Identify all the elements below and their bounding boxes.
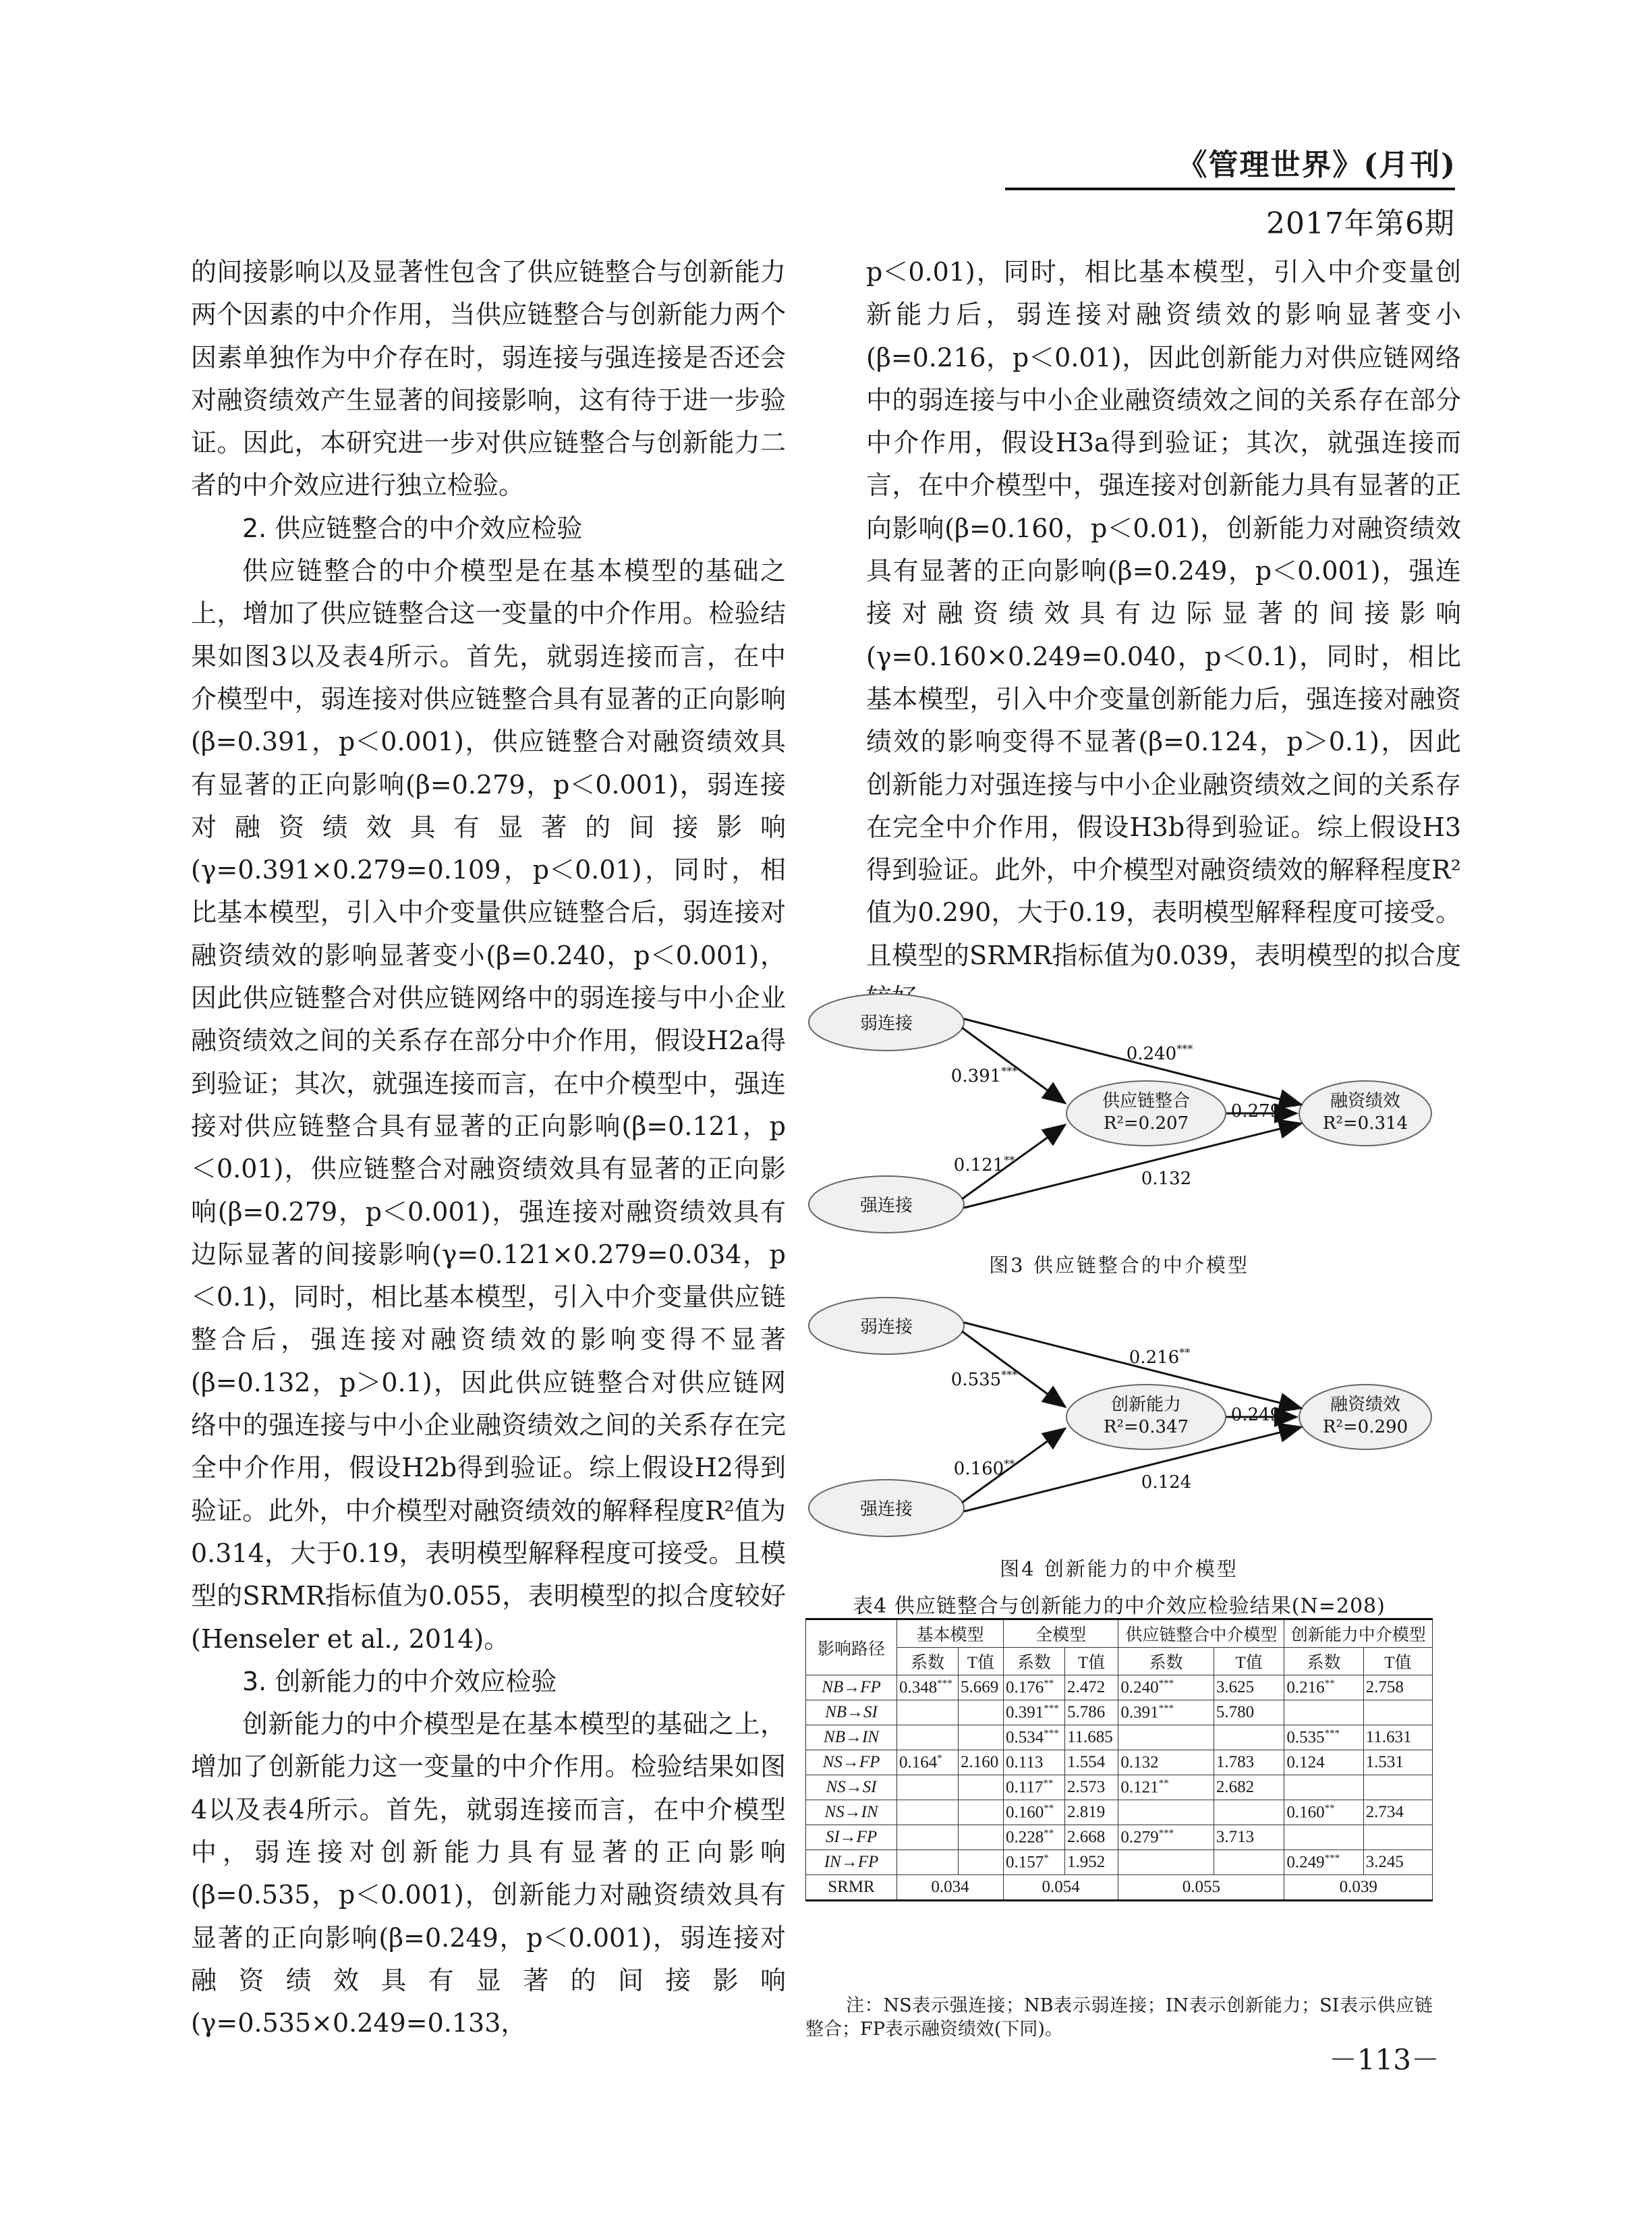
cell-coefficient [1284, 1775, 1363, 1800]
coef-weak-mediator: 0.391*** [950, 1065, 1018, 1086]
cell-coefficient: 0.157* [1004, 1850, 1065, 1875]
cell-coefficient [897, 1775, 959, 1800]
cell-t-value: 3.713 [1214, 1825, 1284, 1850]
cell-t-value: 2.682 [1214, 1775, 1284, 1800]
coef-weak-mediator: 0.535*** [950, 1368, 1018, 1390]
cell-t-value: 2.819 [1064, 1800, 1118, 1825]
cell-t-value: 2.573 [1064, 1775, 1118, 1800]
cell-t-value [958, 1725, 1003, 1750]
label-mediator: 创新能力 [1110, 1395, 1182, 1415]
row-path: NS→IN [806, 1800, 897, 1825]
cell-coefficient [1118, 1800, 1214, 1825]
col-header-t: T值 [1363, 1648, 1432, 1675]
cell-coefficient: 0.391*** [1004, 1700, 1065, 1725]
coef-strong-outcome: 0.124 [1141, 1472, 1192, 1493]
cell-t-value [1363, 1775, 1432, 1800]
label-strong: 强连接 [859, 1499, 913, 1520]
figure-3-caption: 图3 供应链整合的中介模型 [989, 1254, 1249, 1277]
cell-coefficient [897, 1700, 959, 1725]
col-header-coef: 系数 [1284, 1648, 1363, 1675]
label-weak: 弱连接 [859, 1317, 913, 1337]
coef-weak-outcome: 0.240*** [1126, 1042, 1193, 1064]
cell-t-value: 2.472 [1064, 1675, 1118, 1700]
col-header-coef: 系数 [1004, 1648, 1065, 1675]
section-heading: 3. 创新能力的中介效应检验 [242, 1666, 557, 1696]
srmr-si: 0.055 [1118, 1875, 1284, 1901]
coef-strong-mediator: 0.160** [953, 1457, 1015, 1479]
cell-coefficient: 0.121** [1118, 1775, 1214, 1800]
cell-coefficient: 0.535*** [1284, 1725, 1363, 1750]
col-header-path: 影响路径 [806, 1619, 897, 1675]
cell-coefficient [897, 1825, 959, 1850]
cell-coefficient: 0.216** [1284, 1675, 1363, 1700]
cell-t-value: 1.531 [1363, 1750, 1432, 1775]
cell-t-value [958, 1850, 1003, 1875]
table-4 [805, 1618, 1433, 1901]
label-outcome: 融资绩效 [1330, 1091, 1401, 1111]
cell-t-value [1214, 1800, 1284, 1825]
row-path: SI→FP [806, 1825, 897, 1850]
label-mediator-r2: R²=0.347 [1103, 1417, 1189, 1437]
cell-coefficient: 0.160** [1004, 1800, 1065, 1825]
cell-t-value: 1.783 [1214, 1750, 1284, 1775]
label-outcome-r2: R²=0.314 [1322, 1113, 1408, 1134]
cell-coefficient [897, 1850, 959, 1875]
col-header-coef: 系数 [897, 1648, 959, 1675]
cell-t-value: 2.734 [1363, 1800, 1432, 1825]
srmr-full: 0.054 [1004, 1875, 1118, 1901]
cell-coefficient [897, 1800, 959, 1825]
row-path: NS→SI [806, 1775, 897, 1800]
cell-t-value: 5.780 [1214, 1700, 1284, 1725]
label-mediator: 供应链整合 [1102, 1091, 1191, 1111]
srmr-basic: 0.034 [897, 1875, 1004, 1901]
cell-t-value [1363, 1700, 1432, 1725]
cell-t-value: 1.554 [1064, 1750, 1118, 1775]
figure-3-diagram [805, 982, 1433, 1245]
header-rule [1005, 188, 1455, 190]
cell-t-value: 11.631 [1363, 1725, 1432, 1750]
table-row [806, 1725, 1433, 1750]
cell-coefficient: 0.348*** [897, 1675, 959, 1700]
figure-3 [805, 982, 1433, 1278]
table-row [806, 1775, 1433, 1800]
table-row [806, 1825, 1433, 1850]
cell-t-value [958, 1775, 1003, 1800]
cell-coefficient: 0.391*** [1118, 1700, 1214, 1725]
col-header-si: 供应链整合中介模型 [1118, 1619, 1284, 1648]
cell-coefficient: 0.228** [1004, 1825, 1065, 1850]
table-row [806, 1700, 1433, 1725]
table-note: 注：NS表示强连接；NB表示弱连接；IN表示创新能力；SI表示供应链整合；FP表示融资绩效(下同)。 [805, 1995, 1433, 2040]
table-4-title: 表4 供应链整合与创新能力的中介效应检验结果(N=208) [853, 1594, 1386, 1618]
row-path: NS→FP [806, 1750, 897, 1775]
table-row [806, 1750, 1433, 1775]
cell-t-value: 2.668 [1064, 1825, 1118, 1850]
page-number: －113－ [1328, 2043, 1440, 2076]
cell-t-value: 3.625 [1214, 1675, 1284, 1700]
cell-coefficient: 0.132 [1118, 1750, 1214, 1775]
figure-4-caption: 图4 创新能力的中介模型 [1000, 1557, 1238, 1580]
paragraph: 创新能力的中介模型是在基本模型的基础之上，增加了创新能力这一变量的中介作用。检验结果如图4以及表4所示。首先，就弱连接而言，在中介模型中，弱连接对创新能力具有显著的正向影响(β=0.535，p＜0.001)，创新能力对融资绩效具有显著的正向影响(β=0.249，p＜0.001)，弱连接对融资绩效具有显著的间接影响(γ=0.535×0.249=0.133， [191, 1709, 786, 2038]
label-strong: 强连接 [859, 1196, 913, 1216]
coef-mediator-outcome: 0.249*** [1230, 1403, 1298, 1425]
cell-t-value: 1.952 [1064, 1850, 1118, 1875]
issue-label: 2017年第6期 [1266, 206, 1455, 241]
cell-t-value [1214, 1850, 1284, 1875]
col-header-t: T值 [1064, 1648, 1118, 1675]
cell-t-value [1363, 1825, 1432, 1850]
coef-mediator-outcome: 0.279*** [1230, 1100, 1298, 1121]
cell-coefficient [1284, 1825, 1363, 1850]
col-header-t: T值 [1214, 1648, 1284, 1675]
figure-4 [805, 1285, 1433, 1582]
col-header-t: T值 [958, 1648, 1003, 1675]
cell-coefficient: 0.160** [1284, 1800, 1363, 1825]
cell-t-value [1214, 1725, 1284, 1750]
label-mediator-r2: R²=0.207 [1103, 1113, 1189, 1134]
cell-t-value [958, 1800, 1003, 1825]
table-row [806, 1800, 1433, 1825]
row-path: IN→FP [806, 1850, 897, 1875]
cell-coefficient [1118, 1850, 1214, 1875]
label-outcome-r2: R²=0.290 [1322, 1417, 1408, 1437]
table-row [806, 1675, 1433, 1700]
cell-t-value [958, 1825, 1003, 1850]
right-column [866, 251, 1461, 1020]
cell-coefficient: 0.117** [1004, 1775, 1065, 1800]
figure-4-diagram [805, 1285, 1433, 1549]
cell-t-value: 5.786 [1064, 1700, 1118, 1725]
col-header-coef: 系数 [1118, 1648, 1214, 1675]
coef-strong-outcome: 0.132 [1141, 1169, 1192, 1189]
row-path: NB→SI [806, 1700, 897, 1725]
paragraph: 供应链整合的中介模型是在基本模型的基础之上，增加了供应链整合这一变量的中介作用。检验结果如图3以及表4所示。首先，就弱连接而言，在中介模型中，弱连接对供应链整合具有显著的正向影响(β=0.391，p＜0.001)，供应链整合对融资绩效具有显著的正向影响(β=0.279，p＜0.001)，弱连接对融资绩效具有显著的间接影响(γ=0.391×0.279=0.109，p＜0.01)，同时，相比基本模型，引入中介变量供应链整合后，弱连接对融资绩效的影响显著变小(β=0.240，p＜0.001)，因此供应链整合对供应链网络中的弱连接与中小企业融资绩效之间的关系存在部分中介作用，假设H2a得到验证；其次，就强连接而言，在中介模型中，强连接对供应链整合具有显著的正向影响(β=0.121，p＜0.01)，供应链整合对融资绩效具有显著的正向影响(β=0.279，p＜0.001)，强连接对融资绩效具有边际显著的间接影响(γ=0.121×0.279=0.034，p＜0.1)，同时，相比基本模型，引入中介变量供应链整合后，强连接对融资绩效的影响变得不显著(β=0.132，p＞0.1)，因此供应链整合对供应链网络中的强连接与中小企业融资绩效之间的关系存在完全中介作用，假设H2b得到验证。综上假设H2得到验证。此外，中介模型对融资绩效的解释程度R²值为0.314，大于0.19，表明模型解释程度可接受。且模型的SRMR指标值为0.055，表明模型的拟合度较好(Henseler et al., 2014)。 [191, 556, 786, 1654]
cell-t-value: 3.245 [1363, 1850, 1432, 1875]
paragraph: p＜0.01)，同时，相比基本模型，引入中介变量创新能力后，弱连接对融资绩效的影响显著变小(β=0.216，p＜0.01)，因此创新能力对供应链网络中的弱连接与中小企业融资绩效之间的关系存在部分中介作用，假设H3a得到验证；其次，就强连接而言，在中介模型中，强连接对创新能力具有显著的正向影响(β=0.160，p＜0.01)，创新能力对融资绩效具有显著的正向影响(β=0.249，p＜0.001)，强连接对融资绩效具有边际显著的间接影响(γ=0.160×0.249=0.040，p＜0.1)，同时，相比基本模型，引入中介变量创新能力后，强连接对融资绩效的影响变得不显著(β=0.124，p＞0.1)，因此创新能力对强连接与中小企业融资绩效之间的关系存在完全中介作用，假设H3b得到验证。综上假设H3得到验证。此外，中介模型对融资绩效的解释程度R²值为0.290，大于0.19，表明模型解释程度可接受。且模型的SRMR指标值为0.039，表明模型的拟合度 [866, 257, 1461, 970]
label-outcome: 融资绩效 [1330, 1395, 1401, 1415]
cell-coefficient: 0.240*** [1118, 1675, 1214, 1700]
cell-coefficient: 0.534*** [1004, 1725, 1065, 1750]
cell-t-value: 2.160 [958, 1750, 1003, 1775]
cell-coefficient [897, 1725, 959, 1750]
cell-t-value [958, 1700, 1003, 1725]
cell-coefficient: 0.113 [1004, 1750, 1065, 1775]
col-header-in: 创新能力中介模型 [1284, 1619, 1433, 1648]
cell-t-value: 5.669 [958, 1675, 1003, 1700]
cell-coefficient [1118, 1725, 1214, 1750]
col-header-full: 全模型 [1004, 1619, 1118, 1648]
col-header-basic: 基本模型 [897, 1619, 1004, 1648]
row-path: NB→FP [806, 1675, 897, 1700]
paragraph: 的间接影响以及显著性包含了供应链整合与创新能力两个因素的中介作用，当供应链整合与创新能力两个因素单独作为中介存在时，弱连接与强连接是否还会对融资绩效产生显著的间接影响，这有待于进一步验证。因此，本研究进一步对供应链整合与创新能力二者的中介效应进行独立检验。 [191, 257, 786, 501]
coef-weak-outcome: 0.216** [1129, 1346, 1191, 1368]
cell-coefficient [1284, 1700, 1363, 1725]
row-path: NB→IN [806, 1725, 897, 1750]
cell-coefficient: 0.176** [1004, 1675, 1065, 1700]
label-weak: 弱连接 [859, 1013, 913, 1034]
srmr-label: SRMR [806, 1875, 897, 1901]
cell-coefficient: 0.164* [897, 1750, 959, 1775]
coef-strong-mediator: 0.121** [953, 1154, 1015, 1175]
cell-coefficient: 0.249*** [1284, 1850, 1363, 1875]
cell-coefficient: 0.124 [1284, 1750, 1363, 1775]
left-column [191, 251, 786, 2044]
srmr-in: 0.039 [1284, 1875, 1433, 1901]
journal-title: 《管理世界》(月刊) [1177, 148, 1456, 182]
cell-coefficient: 0.279*** [1118, 1825, 1214, 1850]
section-heading: 2. 供应链整合的中介效应检验 [242, 513, 583, 543]
cell-t-value: 2.758 [1363, 1675, 1432, 1700]
table-row [806, 1850, 1433, 1875]
cell-t-value: 11.685 [1064, 1725, 1118, 1750]
